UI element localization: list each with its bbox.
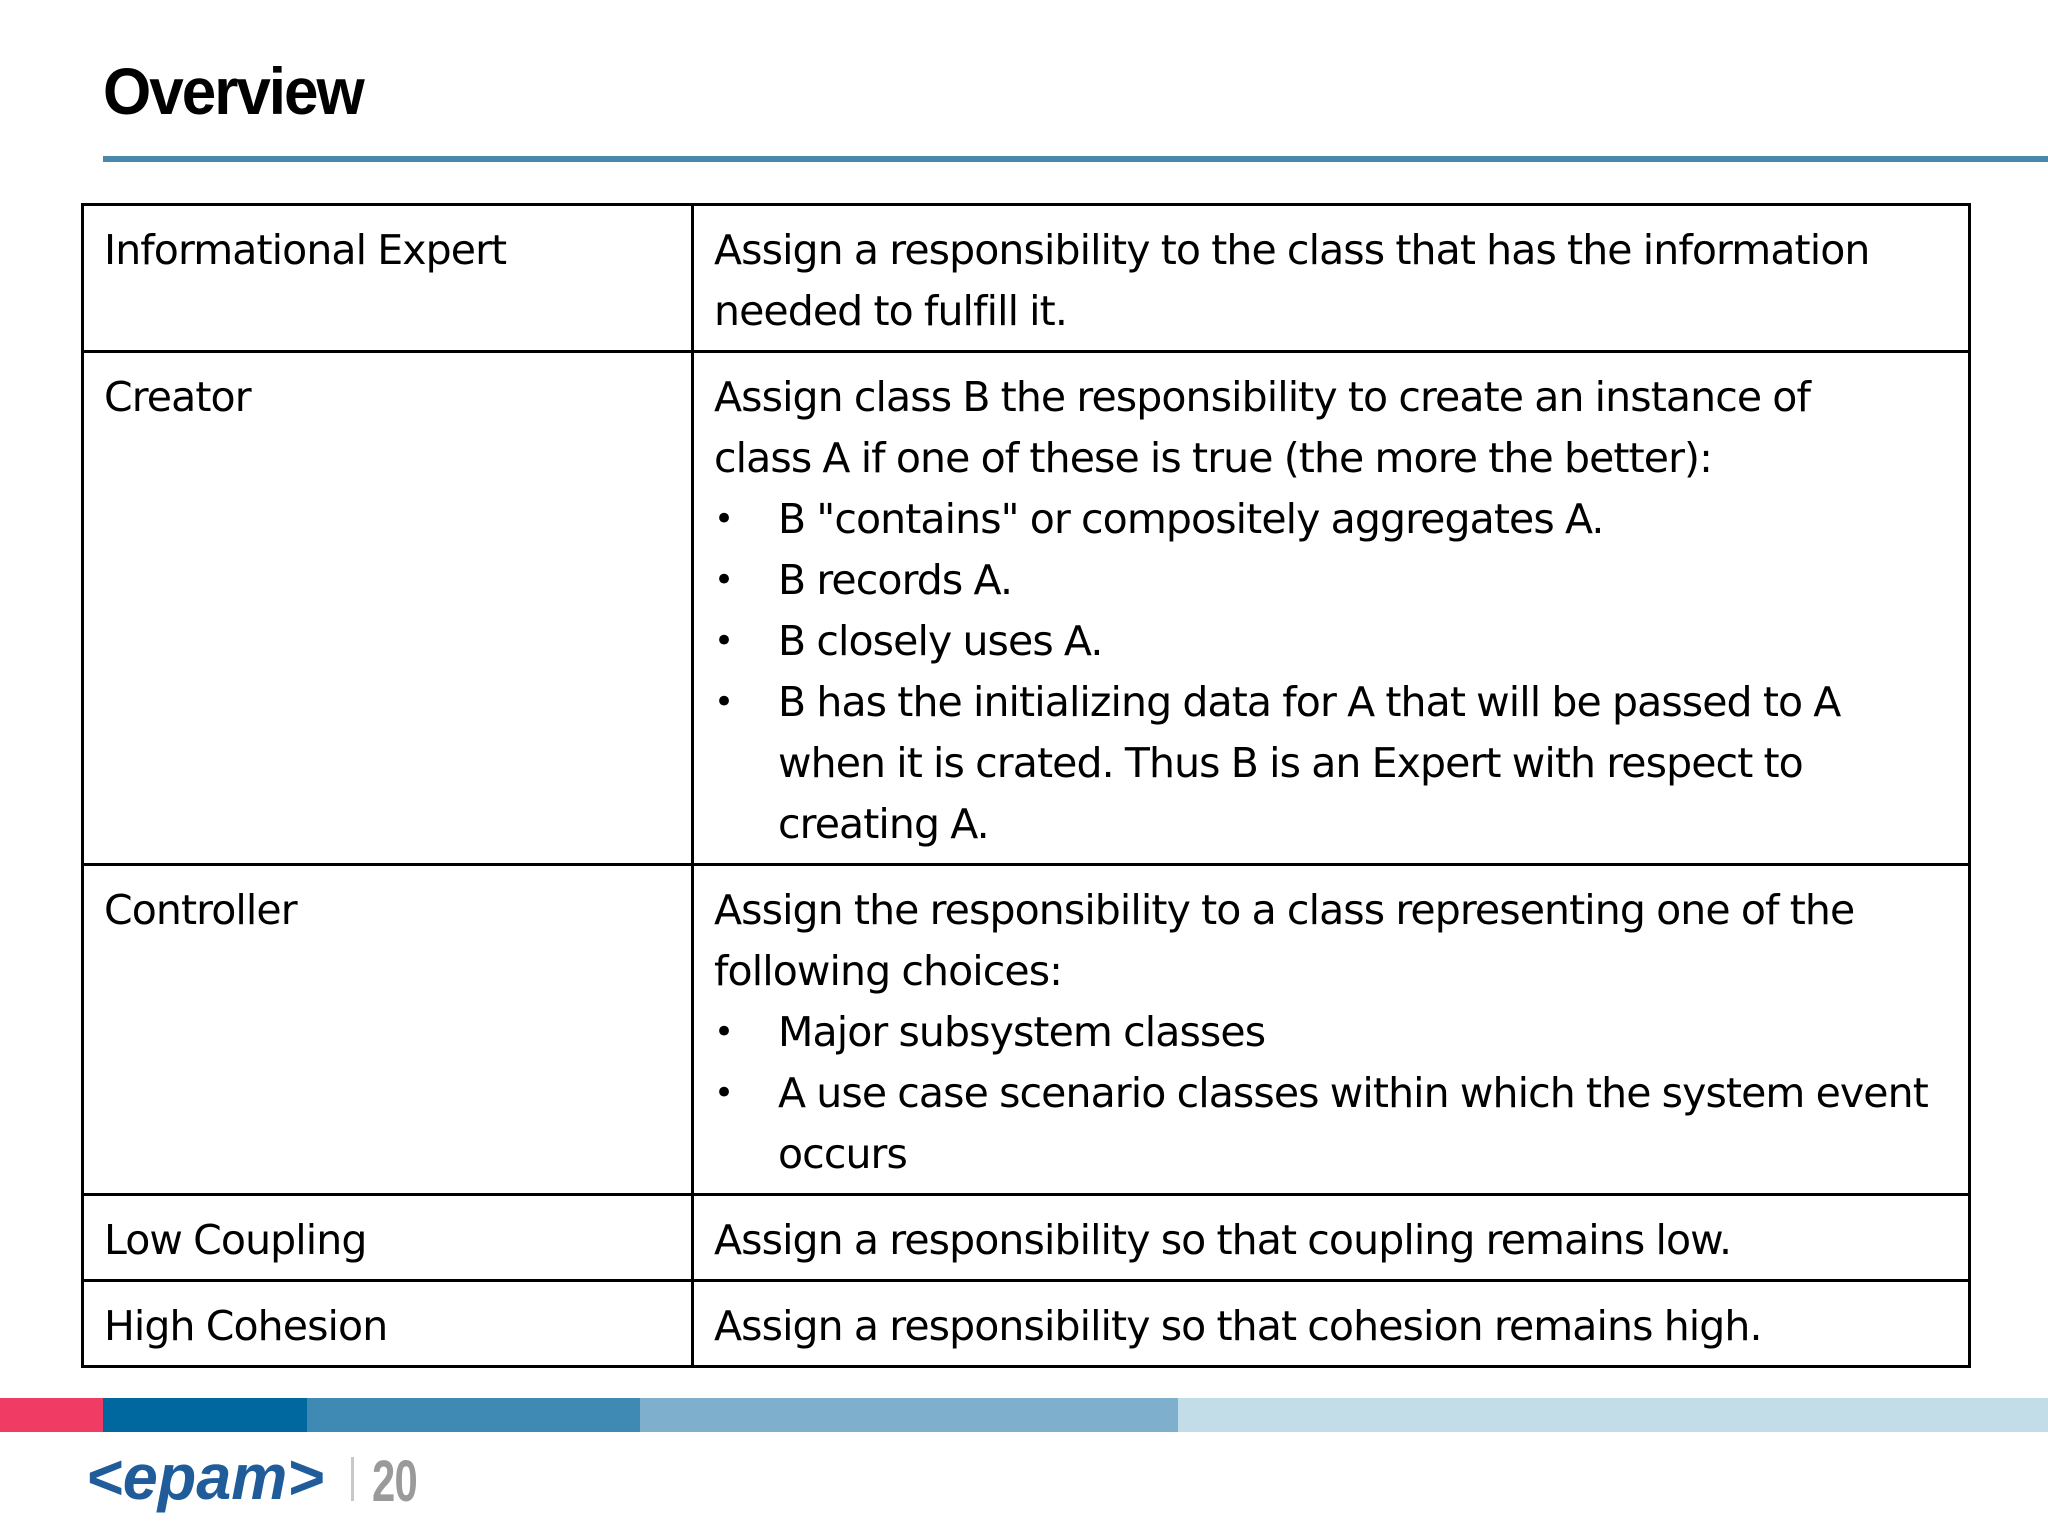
bar-segment-dark-blue (103, 1398, 307, 1432)
table-body (83, 205, 1970, 1367)
footer-separator (351, 1457, 354, 1501)
bullet-item (714, 672, 1948, 855)
table-row (83, 865, 1970, 1195)
bar-segment-mid-blue (307, 1398, 640, 1432)
bullet-icon: • (714, 682, 734, 722)
table-row (83, 1195, 1970, 1281)
title-underline (103, 156, 2048, 162)
page-number: 20 (372, 1449, 418, 1514)
bullet-text: B records A. (778, 556, 1013, 604)
pattern-description-cell (693, 1195, 1970, 1281)
epam-logo (86, 1445, 336, 1515)
pattern-description-cell (693, 865, 1970, 1195)
description-line: Assign a responsibility to the class that has the information (714, 226, 1870, 274)
bullet-text: B has the initializing data for A that will be passed to A when it is crated. Thus B is an Expert with respect to creating A. (778, 678, 1841, 848)
table-row (83, 352, 1970, 865)
pattern-name-cell: Informational Expert (83, 205, 693, 352)
pattern-description-cell (693, 352, 1970, 865)
bar-segment-pink (0, 1398, 103, 1432)
bullet-icon: • (714, 499, 734, 539)
description-line: Assign class B the responsibility to create an instance of (714, 373, 1811, 421)
pattern-name-cell: Creator (83, 352, 693, 865)
bullet-text: B "contains" or compositely aggregates A. (778, 495, 1604, 543)
epam-logo-text: <epam> (86, 1445, 324, 1513)
pattern-name-cell: High Cohesion (83, 1281, 693, 1367)
bullet-icon: • (714, 621, 734, 661)
description-line: Assign the responsibility to a class representing one of the (714, 886, 1855, 934)
slide-title: Overview (103, 55, 363, 129)
bullet-item (714, 550, 1948, 611)
pattern-description-cell (693, 205, 1970, 352)
pattern-name-cell: Controller (83, 865, 693, 1195)
bullet-item (714, 611, 1948, 672)
table-row (83, 1281, 1970, 1367)
bar-segment-light-blue (640, 1398, 1178, 1432)
grasp-patterns-table-container (81, 203, 1968, 1368)
description-line: following choices: (714, 947, 1063, 995)
grasp-patterns-table (81, 203, 1971, 1368)
bar-segment-pale-blue (1178, 1398, 2048, 1432)
bullet-text: Major subsystem classes (778, 1008, 1266, 1056)
pattern-name-cell: Low Coupling (83, 1195, 693, 1281)
bullet-icon: • (714, 560, 734, 600)
pattern-description-cell (693, 1281, 1970, 1367)
bullet-text: A use case scenario classes within which the system event occurs (778, 1069, 1928, 1178)
bullet-icon: • (714, 1012, 734, 1052)
description-line: needed to fulfill it. (714, 287, 1067, 335)
table-row (83, 205, 1970, 352)
bullet-icon: • (714, 1073, 734, 1113)
description-line: Assign a responsibility so that cohesion remains high. (714, 1302, 1762, 1350)
bullet-item (714, 1002, 1948, 1063)
description-line: class A if one of these is true (the more the better): (714, 434, 1713, 482)
description-line: Assign a responsibility so that coupling remains low. (714, 1216, 1732, 1264)
bullet-list (714, 489, 1948, 855)
bullet-list (714, 1002, 1948, 1185)
bullet-text: B closely uses A. (778, 617, 1103, 665)
bullet-item (714, 489, 1948, 550)
bullet-item (714, 1063, 1948, 1185)
footer-color-bar (0, 1398, 2048, 1432)
